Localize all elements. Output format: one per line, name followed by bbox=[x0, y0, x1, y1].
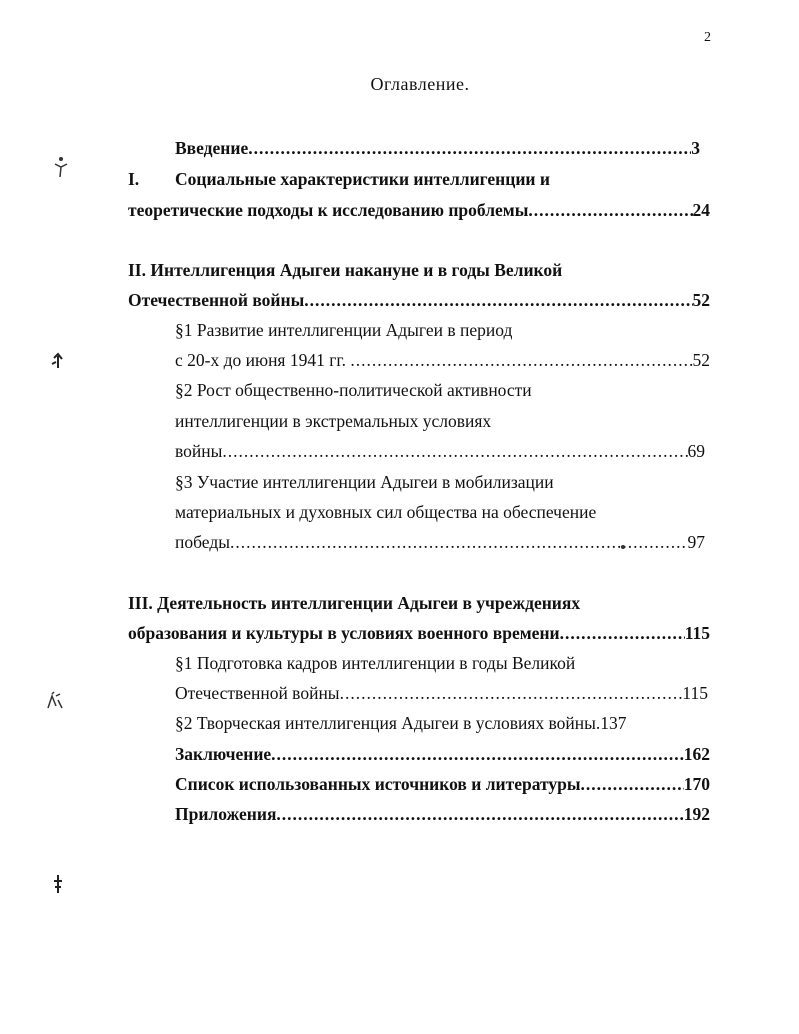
page-number: 2 bbox=[704, 30, 711, 45]
toc-appendix-page: 192 bbox=[683, 804, 710, 824]
toc-appendix[interactable]: Приложения ..... 192 bbox=[175, 803, 710, 825]
toc-ch1-page: 24 bbox=[692, 200, 710, 220]
leader-dots bbox=[222, 440, 687, 462]
toc-ch3-s2-line1[interactable]: §2 Творческая интеллигенция Адыгеи в условиях войны. 137 bbox=[175, 713, 627, 733]
toc-ch2-s3-line2[interactable]: материальных и духовных сил общества на обеспечение bbox=[175, 502, 597, 522]
toc-ch2-line1[interactable]: II. Интеллигенция Адыгеи накануне и в годы Великой bbox=[128, 260, 563, 280]
toc-ch3-line2[interactable]: образования и культуры в условиях военного времени ..... 115 bbox=[128, 622, 710, 644]
scan-mark-icon bbox=[50, 873, 66, 895]
scan-dot-icon bbox=[620, 544, 626, 550]
toc-ch3-s2-page: 137 bbox=[600, 713, 627, 733]
toc-ch1-line1[interactable]: I. Социальные характеристики интеллигенции и bbox=[128, 169, 550, 189]
scan-mark-icon bbox=[48, 350, 68, 380]
scan-mark-icon bbox=[55, 164, 67, 177]
toc-ch3-s1-line1[interactable]: §1 Подготовка кадров интеллигенции в годы Великой bbox=[175, 653, 576, 673]
toc-intro[interactable] bbox=[175, 137, 700, 159]
toc-ch2-s2-line1[interactable]: §2 Рост общественно-политической активности bbox=[175, 380, 532, 400]
toc-ch3-line1[interactable]: III. Деятельность интеллигенции Адыгеи в учреждениях bbox=[128, 593, 581, 613]
leader-dots bbox=[230, 531, 688, 553]
toc-ch2-s1-line2[interactable]: с 20-х до июня 1941 гг. ..... 52 bbox=[175, 349, 710, 371]
scan-mark-icon bbox=[44, 690, 66, 714]
leader-dots bbox=[581, 773, 684, 795]
toc-ch3-page: 115 bbox=[684, 623, 710, 643]
toc-ch2-s1-line1[interactable]: §1 Развитие интеллигенции Адыгеи в период bbox=[175, 320, 513, 340]
toc-sources-page: 170 bbox=[683, 774, 710, 794]
toc-ch1-num: I. bbox=[128, 169, 140, 189]
toc-ch2-s2-page: 69 bbox=[687, 441, 705, 461]
toc-ch3-s1-line2[interactable]: Отечественной войны ..... 115 bbox=[175, 682, 708, 704]
toc-ch2-s3-line3[interactable]: победы ..... 97 bbox=[175, 531, 705, 553]
leader-dots bbox=[271, 743, 684, 765]
toc-ch2-s2-line3[interactable]: войны ..... 69 bbox=[175, 440, 705, 462]
toc-ch2-s1-page: 52 bbox=[692, 350, 710, 370]
toc-ch2-s3-line1[interactable]: §3 Участие интеллигенции Адыгеи в мобилизации bbox=[175, 472, 554, 492]
leader-dots bbox=[248, 137, 691, 159]
scan-mark-icon bbox=[48, 692, 62, 708]
scan-mark-icon bbox=[54, 875, 62, 893]
page-title: Оглавление. bbox=[370, 74, 470, 94]
toc-conclusion-page: 162 bbox=[683, 744, 710, 764]
leader-dots bbox=[304, 289, 692, 311]
scan-mark-icon bbox=[52, 354, 62, 368]
toc-conclusion[interactable]: Заключение ..... 162 bbox=[175, 743, 710, 765]
toc-sources[interactable]: Список использованных источников и литературы ..... 170 bbox=[175, 773, 710, 795]
leader-dots bbox=[528, 199, 692, 221]
leader-dots bbox=[350, 349, 692, 371]
toc-ch3-s1-page: 115 bbox=[682, 683, 708, 703]
toc-ch2-s2-line2[interactable]: интеллигенции в экстремальных условиях bbox=[175, 411, 492, 431]
toc-ch2-line2[interactable]: Отечественной войны ..... 52 bbox=[128, 289, 710, 311]
toc-ch2-page: 52 bbox=[692, 290, 710, 310]
scan-dot-icon bbox=[621, 545, 625, 549]
leader-dots bbox=[276, 803, 683, 825]
toc-ch2-s3-page: 97 bbox=[687, 532, 705, 552]
scan-mark-icon bbox=[59, 157, 63, 161]
toc-ch1-line2[interactable]: теоретические подходы к исследованию проблемы ..... 24 bbox=[128, 199, 710, 221]
scan-mark-icon bbox=[52, 155, 70, 181]
leader-dots bbox=[340, 682, 683, 704]
toc-intro-page: 3 bbox=[691, 138, 700, 158]
toc-intro-label: Введение bbox=[175, 138, 249, 158]
leader-dots bbox=[560, 622, 685, 644]
